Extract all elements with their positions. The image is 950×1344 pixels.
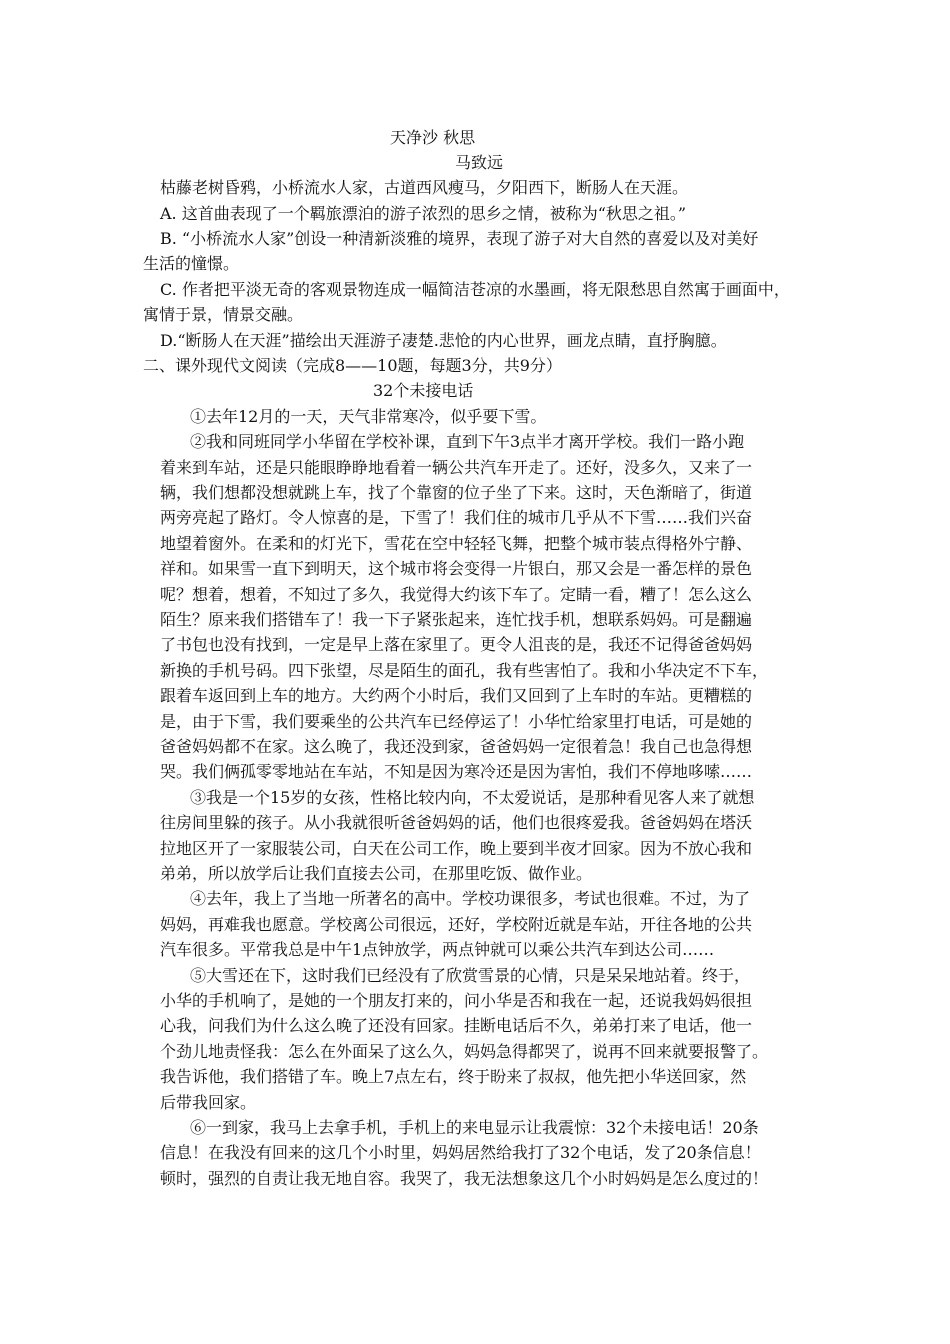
paragraph-line: 小华的手机响了，是她的一个朋友打来的，问小华是否和我在一起，还说我妈妈很担 (160, 991, 753, 1010)
paragraph-line: 跟着车返回到上车的地方。大约两个小时后，我们又回到了上车时的车站。更糟糕的 (160, 686, 753, 705)
paragraph-line: 信息！在我没有回来的这几个小时里，妈妈居然给我打了32个电话，发了20条信息！ (160, 1143, 761, 1162)
paragraph-line: 妈妈，再难我也愿意。学校离公司很远，还好，学校附近就是车站，开往各地的公共 (160, 915, 753, 934)
poem-author: 马致远 (455, 153, 504, 172)
paragraph-line: 弟弟，所以放学后让我们直接去公司，在那里吃饭、做作业。 (160, 864, 593, 883)
option-c-line1: C. 作者把平淡无奇的客观景物连成一幅简洁苍凉的水墨画，将无限愁思自然寓于画面中， (160, 280, 790, 299)
poem-title: 天净沙 秋思 (390, 128, 476, 147)
paragraph-line: 拉地区开了一家服装公司，白天在公司工作，晚上要到半夜才回家。因为不放心我和 (160, 839, 753, 858)
paragraph-line: ④去年，我上了当地一所著名的高中。学校功课很多，考试也很难。不过，为了 (190, 889, 751, 908)
paragraph-line: ⑥一到家，我马上去拿手机，手机上的来电显示让我震惊：32个未接电话！20条 (190, 1118, 759, 1137)
paragraph-line: 后带我回家。 (160, 1093, 257, 1112)
paragraph-line: 两旁亮起了路灯。令人惊喜的是，下雪了！我们住的城市几乎从不下雪……我们兴奋 (160, 508, 753, 527)
paragraph-line: 陌生？原来我们搭错车了！我一下子紧张起来，连忙找手机，想联系妈妈。可是翻遍 (160, 610, 753, 629)
paragraph-line: 心我，问我们为什么这么晚了还没有回家。挂断电话后不久，弟弟打来了电话，他一 (160, 1016, 753, 1035)
story-title: 32个未接电话 (373, 381, 474, 400)
paragraph-line: 是，由于下雪，我们要乘坐的公共汽车已经停运了！小华忙给家里打电话，可是她的 (160, 712, 753, 731)
section-heading: 二、课外现代文阅读（完成8——10题，每题3分，共9分） (143, 356, 562, 375)
paragraph-line: 着来到车站，还是只能眼睁睁地看着一辆公共汽车开走了。还好，没多久，又来了一 (160, 458, 753, 477)
paragraph-line: 新换的手机号码。四下张望，尽是陌生的面孔，我有些害怕了。我和小华决定不下车， (160, 661, 769, 680)
paragraph-line: 哭。我们俩孤零零地站在车站，不知是因为寒冷还是因为害怕，我们不停地哆嗦…… (160, 762, 753, 781)
paragraph-line: 了书包也没有找到，一定是早上落在家里了。更令人沮丧的是，我还不记得爸爸妈妈 (160, 635, 753, 654)
paragraph-line: 爸爸妈妈都不在家。这么晚了，我还没到家，爸爸妈妈一定很着急！我自己也急得想 (160, 737, 753, 756)
paragraph-line: 顿时，强烈的自责让我无地自容。我哭了，我无法想象这几个小时妈妈是怎么度过的！ (160, 1169, 769, 1188)
paragraph-line: ②我和同班同学小华留在学校补课，直到下午3点半才离开学校。我们一路小跑 (190, 432, 745, 451)
option-b-line2: 生活的憧憬。 (143, 254, 240, 273)
option-c-line2: 寓情于景，情景交融。 (143, 305, 304, 324)
option-d: D.“断肠人在天涯”描绘出天涯游子凄楚.悲怆的内心世界，画龙点睛，直抒胸臆。 (160, 331, 727, 350)
paragraph-line: 汽车很多。平常我总是中午1点钟放学，两点钟就可以乘公共汽车到达公司…… (160, 940, 715, 959)
paragraph-line: ⑤大雪还在下，这时我们已经没有了欣赏雪景的心情，只是呆呆地站着。终于， (190, 966, 751, 985)
paragraph-line: 我告诉他，我们搭错了车。晚上7点左右，终于盼来了叔叔，他先把小华送回家，然 (160, 1067, 747, 1086)
paragraph-line: 祥和。如果雪一直下到明天，这个城市将会变得一片银白，那又会是一番怎样的景色 (160, 559, 753, 578)
paragraph-line: 个劲儿地责怪我：怎么在外面呆了这么久，妈妈急得都哭了，说再不回来就要报警了。 (160, 1042, 769, 1061)
paragraph-line: 呢？想着，想着，不知过了多久，我觉得大约该下车了。定睛一看，糟了！怎么这么 (160, 585, 753, 604)
paragraph-line: ③我是一个15岁的女孩，性格比较内向，不太爱说话，是那种看见客人来了就想 (190, 788, 755, 807)
poem-text: 枯藤老树昏鸦，小桥流水人家，古道西风瘦马，夕阳西下，断肠人在天涯。 (160, 178, 689, 197)
option-a: A. 这首曲表现了一个羁旅漂泊的游子浓烈的思乡之情，被称为“秋思之祖。” (160, 204, 687, 223)
paragraph-line: 辆，我们想都没想就跳上车，找了个靠窗的位子坐了下来。这时，天色渐暗了，街道 (160, 483, 753, 502)
option-b-line1: B. “小桥流水人家”创设一种清新淡雅的境界，表现了游子对大自然的喜爱以及对美好 (160, 229, 759, 248)
paragraph-line: 往房间里躲的孩子。从小我就很听爸爸妈妈的话，他们也很疼爱我。爸爸妈妈在塔沃 (160, 813, 753, 832)
paragraph-line: ①去年12月的一天，天气非常寒冷，似乎要下雪。 (190, 407, 547, 426)
paragraph-line: 地望着窗外。在柔和的灯光下，雪花在空中轻轻飞舞，把整个城市装点得格外宁静、 (160, 534, 753, 553)
